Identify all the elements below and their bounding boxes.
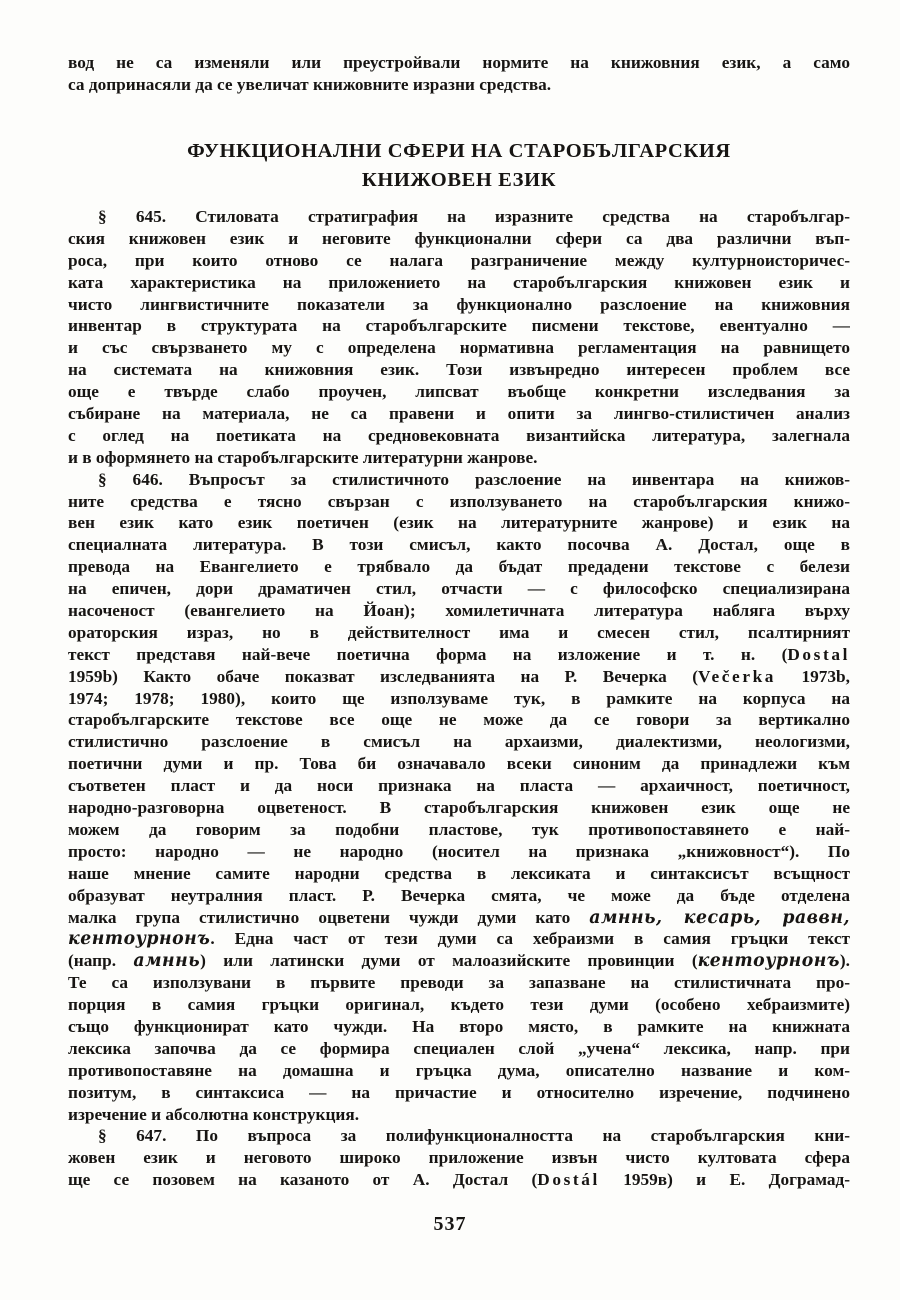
text-line	[68, 74, 850, 96]
text-segment: ораторския израз, но в действителност има и смесен стил, псалтирният	[68, 622, 850, 642]
spaced-latin-name: Dostál	[537, 1170, 600, 1190]
text-segment: позитум, в синтаксиса — на причастие и относително изречение, подчинено	[68, 1082, 850, 1102]
text-segment: съответен пласт и да носи признака на пласта — архаичност, поетичност,	[68, 776, 850, 796]
text-line	[68, 666, 850, 688]
text-line	[68, 819, 850, 841]
text-line	[68, 469, 850, 491]
text-line	[68, 731, 850, 753]
text-segment: 1974; 1978; 1980), които ще използуваме тук, в рамките на корпуса на	[68, 688, 850, 708]
text-line	[68, 753, 850, 775]
text-segment: и в оформянето на старобългарските литературни жанрове.	[68, 447, 538, 467]
text-segment: още е твърде слабо проучен, липсват въобще конкретни изследвания за	[68, 382, 850, 402]
text-segment: 1959b) Както обаче показват изследванията на Р. Вечерка (	[68, 666, 699, 686]
text-line	[68, 512, 850, 534]
text-segment: § 645. Стиловата стратиграфия на изразните средства на старобългар-	[98, 207, 850, 226]
text-line	[68, 907, 850, 929]
text-line	[68, 52, 850, 74]
text-line	[68, 1104, 850, 1126]
body-text	[68, 206, 850, 1191]
text-line	[68, 1125, 850, 1147]
text-segment: събиране на материала, не са правени и опити за лингво-стилистичен анализ	[68, 404, 850, 424]
text-line	[68, 556, 850, 578]
text-line	[68, 994, 850, 1016]
text-line	[68, 1016, 850, 1038]
text-segment: противопоставяне на домашна и гръцка дума, описателно название и ком-	[68, 1060, 850, 1080]
text-line	[68, 272, 850, 294]
text-segment: 1959в) и Е. Дограмад-	[599, 1170, 850, 1190]
text-line	[68, 403, 850, 425]
text-segment: народно-разговорна оцветеност. В старобългарския книжовен език още не	[68, 798, 850, 818]
text-segment: с оглед на поетиката на средновековната византийска литература, залегнала	[68, 425, 850, 445]
text-segment: образуват неутралния пласт. Р. Вечерка смята, че може да бъде отделена	[68, 885, 850, 905]
text-segment: наше мнение самите народни средства в лексиката и синтаксисът всъщност	[68, 863, 850, 883]
text-line	[68, 337, 850, 359]
text-line	[68, 600, 850, 622]
text-segment: роса, при които отново се налага разграничение между културноисторичес-	[68, 250, 850, 270]
text-line	[68, 359, 850, 381]
spaced-latin-name: Dostal	[787, 644, 850, 664]
text-segment: можем да говорим за подобни пластове, тук противопоставянето е най-	[68, 819, 850, 839]
text-segment: лексика започва да се формира специален слой „учена“ лексика, напр. при	[68, 1038, 850, 1058]
text-line	[68, 1169, 850, 1191]
text-segment: текст представя най-вече поетична форма на изложение и т. н. (	[68, 644, 788, 664]
text-line	[68, 1082, 850, 1104]
text-segment: малка група стилистично оцветени чужди думи като	[68, 907, 590, 927]
text-segment: ).	[839, 951, 850, 971]
text-segment: ския книжовен език и неговите функционални сфери са два различни въп-	[68, 228, 850, 248]
text-segment: на епичен, дори драматичен стил, отчасти — с философско специализирана	[68, 579, 850, 599]
text-segment: са допринасяли да се увеличат книжовните изразни средства.	[68, 74, 552, 94]
text-line	[68, 622, 850, 644]
text-segment: стилистично разслоение в смисъл на архаизми, диалектизми, неологизми,	[68, 732, 850, 752]
text-segment: жовен език и неговото широко приложение извън чисто култовата сфера	[68, 1148, 850, 1168]
text-line	[68, 1038, 850, 1060]
text-segment: чисто лингвистичните показатели за функционално разслоение на книжовния	[68, 294, 850, 314]
old-cyrillic-word: кентоурнонъ	[68, 929, 211, 950]
page-number: 537	[433, 1213, 467, 1235]
text-line	[68, 491, 850, 513]
text-line	[68, 688, 850, 710]
text-line	[68, 447, 850, 469]
text-segment: специалната литература. В този смисъл, както посочва А. Достал, още в	[68, 535, 850, 555]
text-segment: вен език като език поетичен (език на литературните жанрове) и език на	[68, 513, 850, 533]
text-segment: инвентар в структурата на старобългарските писмени текстове, евентуално —	[68, 316, 850, 336]
text-segment: . Една част от тези думи са хебраизми в самия гръцки текст	[210, 929, 850, 949]
text-segment: Те са използувани в първите преводи за запазване на стилистичната про-	[68, 973, 850, 993]
text-segment: порция в самия гръцки оригинал, където тези думи (особено хебраизмите)	[68, 995, 850, 1015]
text-line	[68, 885, 850, 907]
section-heading	[68, 137, 850, 195]
old-cyrillic-word: кентоурнонъ	[697, 951, 840, 972]
text-line	[68, 228, 850, 250]
text-line	[68, 928, 850, 950]
text-segment: старобългарските текстове все още не може да се говори за вертикално	[68, 710, 850, 730]
text-line	[68, 294, 850, 316]
text-line	[68, 644, 850, 666]
text-segment: също функционират като чужди. На второ място, в рамките на книжната	[68, 1016, 850, 1036]
text-line	[68, 863, 850, 885]
text-segment: ) или латински думи от малоазийските провинции (	[200, 951, 698, 971]
heading-line: ФУНКЦИОНАЛНИ СФЕРИ НА СТАРОБЪЛГАРСКИЯ	[187, 140, 731, 162]
text-segment: ще се позовем на казаното от А. Достал (	[68, 1170, 538, 1190]
text-segment: превода на Евангелието е трябвало да бъдат предадени текстове с белези	[68, 557, 850, 577]
text-segment: изречение и абсолютна конструкция.	[68, 1104, 360, 1124]
text-line	[68, 950, 850, 972]
text-segment: ката характеристика на приложението на старобългарския книжовен език и	[68, 272, 850, 292]
continuation-paragraph	[68, 52, 850, 96]
text-line	[68, 1147, 850, 1169]
text-line	[68, 709, 850, 731]
text-segment: ните средства е тясно свързан с използуването на старобългарския книжо-	[68, 491, 850, 511]
text-segment: § 647. По въпроса за полифункционалността на старобългарския кни-	[98, 1126, 850, 1146]
text-line	[68, 534, 850, 556]
text-line	[68, 797, 850, 819]
text-segment: поетични думи и пр. Това би означавало всеки синоним да принадлежи към	[68, 754, 850, 774]
text-segment: 1973b,	[776, 666, 850, 686]
text-segment: насоченост (евангелието на Йоан); хомилетичната литература набляга върху	[68, 601, 850, 621]
spaced-latin-name: Večerka	[698, 666, 777, 686]
text-segment: (напр.	[68, 951, 134, 971]
text-line	[68, 425, 850, 447]
text-segment: на системата на книжовния език. Този извънредно интересен проблем все	[68, 360, 850, 380]
text-segment: просто: народно — не народно (носител на признака „книжовност“). По	[68, 841, 850, 861]
text-line	[68, 315, 850, 337]
text-line	[68, 841, 850, 863]
heading-line: КНИЖОВЕН ЕЗИК	[361, 169, 557, 191]
old-cyrillic-word: амннь	[133, 951, 201, 972]
text-segment: вод не са изменяли или преустройвали нормите на книжовния език, а само	[68, 53, 850, 72]
text-line	[68, 381, 850, 403]
text-line	[68, 206, 850, 228]
text-line	[68, 972, 850, 994]
text-line	[68, 1060, 850, 1082]
text-line	[68, 578, 850, 600]
text-line	[68, 250, 850, 272]
old-cyrillic-word: амннь, кесарь, раввн,	[589, 907, 850, 928]
text-line	[68, 775, 850, 797]
text-segment: и със свързването му с определена нормативна регламентация на равнището	[68, 338, 850, 358]
text-segment: § 646. Въпросът за стилистичното разслоение на инвентара на книжов-	[98, 469, 850, 489]
